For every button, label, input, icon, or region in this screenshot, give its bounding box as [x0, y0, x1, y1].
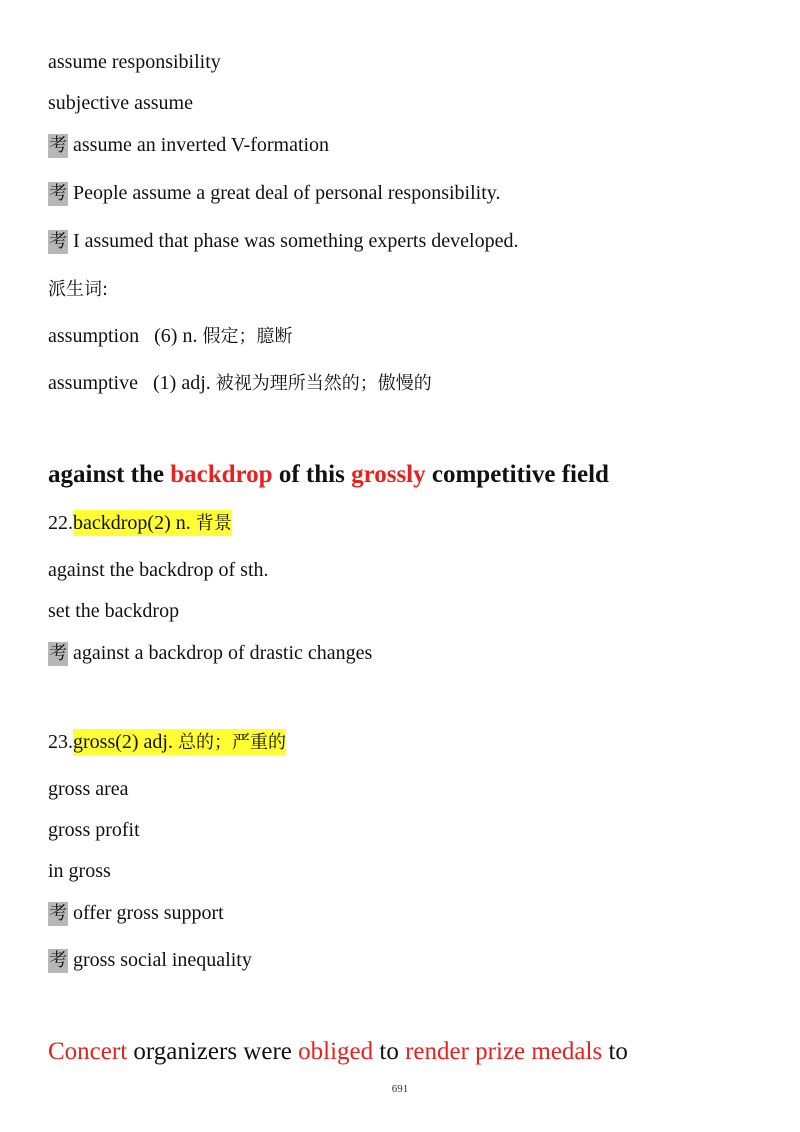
exam-line: [48, 640, 372, 666]
derivative-freq: (6): [154, 325, 178, 347]
phrase-line: set the backdrop: [48, 600, 180, 622]
phrase-line: against the backdrop of sth.: [48, 559, 269, 581]
exam-tag: 考: [49, 643, 67, 665]
exam-line: [48, 947, 252, 973]
phrase-line: in gross: [48, 860, 111, 882]
page-number: 691: [391, 1083, 409, 1095]
exam-text: gross social inequality: [73, 949, 252, 971]
sentence-text: against the: [48, 461, 171, 488]
derivative-meaning: 被视为理所当然的；傲慢的: [215, 373, 432, 394]
exam-line: [48, 228, 518, 254]
sentence-keyword: Concert: [48, 1038, 128, 1065]
exam-text: People assume a great deal of personal responsibility.: [73, 182, 501, 204]
derivative-line: [48, 323, 292, 350]
entry-headword: gross(2) adj. 总的；严重的: [73, 731, 286, 753]
sentence-text: of this: [272, 461, 352, 488]
derivative-pos: n.: [182, 325, 198, 347]
entry-number: 22.: [48, 512, 73, 534]
phrase-line: assume responsibility: [48, 51, 221, 73]
derivative-pos: adj.: [181, 372, 211, 394]
sentence-text: to: [602, 1038, 628, 1065]
example-sentence: [48, 1036, 628, 1068]
sentence-keyword: backdrop: [170, 461, 273, 488]
exam-text: assume an inverted V-formation: [73, 134, 330, 156]
derivative-meaning: 假定；臆断: [202, 326, 293, 347]
entry-heading: [48, 729, 286, 756]
exam-line: [48, 132, 329, 158]
phrase-line: gross profit: [48, 819, 140, 841]
sentence-keyword: grossly: [351, 461, 426, 488]
entry-number: 23.: [48, 731, 73, 753]
sentence-text: organizers were: [127, 1038, 299, 1065]
sentence-text: to: [373, 1038, 406, 1065]
derivative-line: [48, 370, 432, 397]
example-sentence: [48, 459, 609, 491]
exam-text: against a backdrop of drastic changes: [73, 642, 373, 664]
sentence-keyword: render prize medals: [405, 1038, 603, 1065]
exam-tag: 考: [49, 231, 67, 253]
entry-heading: [48, 510, 232, 537]
sentence-text: competitive field: [425, 461, 609, 488]
exam-tag: 考: [49, 135, 67, 157]
phrase-line: gross area: [48, 778, 129, 800]
phrase-line: subjective assume: [48, 92, 193, 114]
derivative-freq: (1): [153, 372, 177, 394]
derivatives-label: 派生词:: [48, 279, 109, 300]
exam-line: [48, 180, 500, 206]
exam-tag: 考: [49, 183, 67, 205]
exam-line: [48, 900, 224, 926]
sentence-keyword: obliged: [298, 1038, 374, 1065]
exam-text: I assumed that phase was something experts developed.: [73, 230, 519, 252]
exam-tag: 考: [49, 950, 67, 972]
exam-text: offer gross support: [73, 902, 224, 924]
exam-tag: 考: [49, 903, 67, 925]
derivative-word: assumption: [48, 325, 140, 347]
derivative-word: assumptive: [48, 372, 138, 394]
entry-headword: backdrop(2) n. 背景: [73, 512, 232, 534]
